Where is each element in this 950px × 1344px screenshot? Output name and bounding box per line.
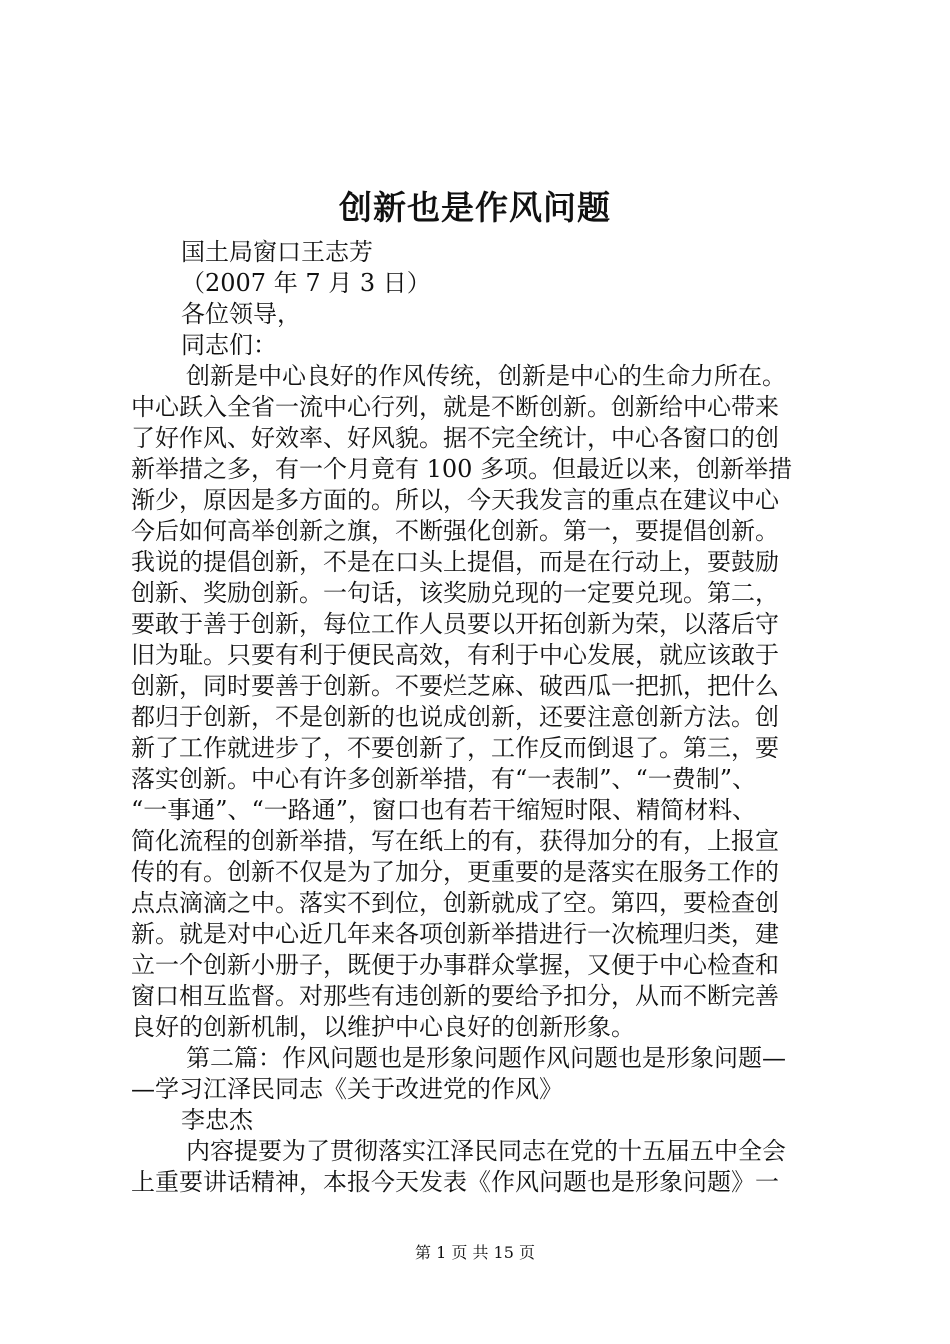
body-line: 创新是中心良好的作风传统，创新是中心的生命力所在。 [186, 362, 786, 390]
salutation-leaders: 各位领导， [181, 300, 301, 328]
body-line: 新了工作就进步了，不要创新了，工作反而倒退了。第三，要 [131, 734, 779, 762]
section2-heading-continued: —学习江泽民同志《关于改进党的作风》 [131, 1075, 563, 1103]
body-line: 创新、奖励创新。一句话，该奖励兑现的一定要兑现。第二， [131, 579, 779, 607]
body-line: 都归于创新，不是创新的也说成创新，还要注意创新方法。创 [131, 703, 779, 731]
body-line: 传的有。创新不仅是为了加分，更重要的是落实在服务工作的 [131, 858, 779, 886]
salutation-comrades: 同志们： [181, 331, 277, 359]
body-line: 今后如何高举创新之旗，不断强化创新。第一，要提倡创新。 [131, 517, 779, 545]
body-line: 要敢于善于创新，每位工作人员要以开拓创新为荣，以落后守 [131, 610, 779, 638]
body-line: 良好的创新机制，以维护中心良好的创新形象。 [131, 1013, 635, 1041]
body-line: 中心跃入全省一流中心行列，就是不断创新。创新给中心带来 [131, 393, 779, 421]
body-line: 我说的提倡创新，不是在口头上提倡，而是在行动上，要鼓励 [131, 548, 779, 576]
page-footer: 第 1 页 共 15 页 [415, 1243, 535, 1262]
section2-heading: 第二篇：作风问题也是形象问题作风问题也是形象问题— [186, 1044, 786, 1072]
body-line: 简化流程的创新举措，写在纸上的有，获得加分的有，上报宣 [131, 827, 779, 855]
body-line: 立一个创新小册子，既便于办事群众掌握，又便于中心检查和 [131, 951, 779, 979]
summary-line: 内容提要为了贯彻落实江泽民同志在党的十五届五中全会 [186, 1137, 786, 1165]
date-line: （2007 年 7 月 3 日） [181, 269, 431, 297]
author-line: 国土局窗口王志芳 [181, 238, 373, 266]
body-line: 新。就是对中心近几年来各项创新举措进行一次梳理归类，建 [131, 920, 779, 948]
body-line: “一事通”、“一路通”，窗口也有若干缩短时限、精简材料、 [131, 796, 757, 824]
document-title: 创新也是作风问题 [339, 188, 611, 227]
body-line: 创新，同时要善于创新。不要烂芝麻、破西瓜一把抓，把什么 [131, 672, 779, 700]
body-line: 旧为耻。只要有利于便民高效，有利于中心发展，就应该敢于 [131, 641, 779, 669]
summary-line: 上重要讲话精神，本报今天发表《作风问题也是形象问题》一 [131, 1168, 779, 1196]
body-line: 窗口相互监督。对那些有违创新的要给予扣分，从而不断完善 [131, 982, 779, 1010]
body-line: 了好作风、好效率、好风貌。据不完全统计，中心各窗口的创 [131, 424, 779, 452]
body-line: 落实创新。中心有许多创新举措，有“一表制”、“一费制”、 [131, 765, 757, 793]
body-line: 渐少，原因是多方面的。所以，今天我发言的重点在建议中心 [131, 486, 779, 514]
body-line: 点点滴滴之中。落实不到位，创新就成了空。第四，要检查创 [131, 889, 779, 917]
section2-author: 李忠杰 [181, 1106, 253, 1134]
body-line: 新举措之多，有一个月竟有 100 多项。但最近以来，创新举措 [131, 455, 793, 483]
